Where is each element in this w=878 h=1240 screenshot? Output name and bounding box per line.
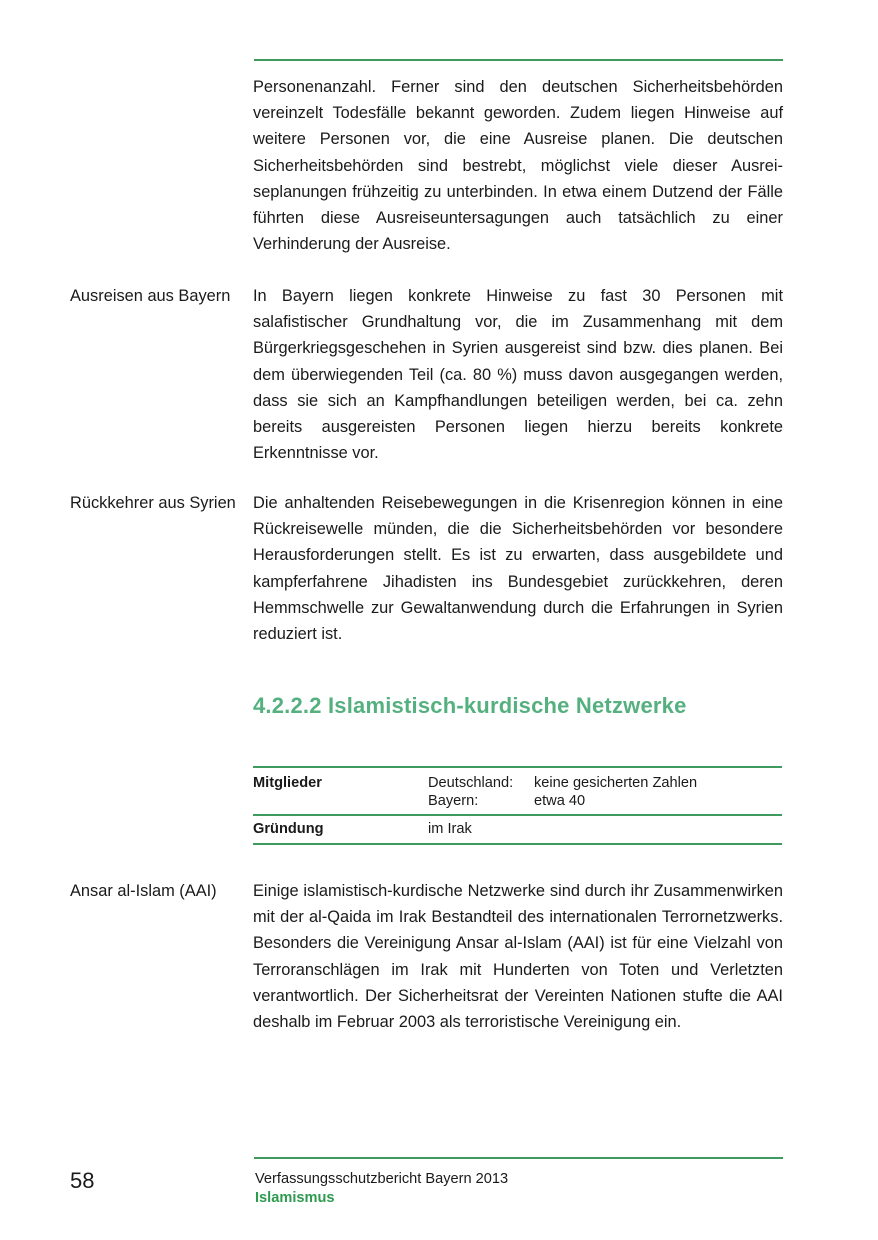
info-table <box>253 766 782 845</box>
members-germany-line <box>428 775 697 791</box>
members-germany-label: Deutschland: <box>428 775 514 791</box>
section-heading: 4.2.2.2 Islamistisch-kurdische Netzwerke <box>253 693 687 718</box>
members-label: Mitglieder <box>253 775 322 791</box>
members-germany-value: keine gesicherten Zahlen <box>534 775 698 791</box>
margin-note-rueckkehrer: Rückkehrer aus Syrien <box>70 494 236 512</box>
margin-note-ansar: Ansar al-Islam (AAI) <box>70 882 217 900</box>
paragraph-ansar: Einige islamistisch-kurdische Netzwerke sind durch ihr Zusammenwirken mit der al-Qaida im Irak Bestandteil des internationalen Terrornetzwerks. Besonders die Vereinigung Ansar al-Islam (AAI) ist für eine Vielzahl von Terroranschlägen im Irak mit Hunderten von Toten und Verletzten verantwortlich. Der Sicherheitsrat der Vereinten Nationen stufte die AAI deshalb im Februar 2003 als terroristische Vereinigung ein. <box>253 882 783 1032</box>
paragraph-ausreisen: In Bayern liegen konkrete Hinweise zu fast 30 Personen mit salafistischer Grundhaltung vor, die im Zusammenhang mit dem Bürgerkriegsgeschehen in Syrien ausgereist sind bzw. dies planen. Bei dem überwiegenden Teil (ca. 80 %) muss davon ausgegangen werden, dass sie sich an Kampfhandlungen beteiligen werden, bei ca. zehn bereits ausgereisten Personen liegen hierzu bereits konkrete Erkenntnisse vor. <box>253 287 783 463</box>
margin-note-ausreisen: Ausreisen aus Bayern <box>70 287 231 305</box>
table-row-members <box>253 766 782 814</box>
top-rule <box>254 59 783 61</box>
footer-section: Islamismus <box>255 1190 335 1206</box>
members-bavaria-line <box>428 793 585 809</box>
paragraph-intro: Personenanzahl. Ferner sind den deutschen Sicherheitsbehörden vereinzelt Todesfälle bekannt geworden. Zudem liegen Hinweise auf weitere Personen vor, die eine Ausreise planen. Die deutschen Sicherheitsbehörden sind bestrebt, möglichst viele dieser Ausreiseplanungen frühzeitig zu unterbinden. In etwa einem Dutzend der Fälle führten diese Ausreiseuntersagungen auch tatsächlich zu einer Verhinderung der Ausreise. <box>253 78 783 254</box>
table-row-founding <box>253 814 782 845</box>
footer-rule <box>254 1157 783 1159</box>
paragraph-rueckkehrer: Die anhaltenden Reisebewegungen in die Krisenregion können in eine Rückreisewelle münden, die die Sicherheitsbehörden vor besondere Herausforderungen stellt. Es ist zu erwarten, dass ausgebildete und kampferfahrene Jihadisten ins Bundesgebiet zurückkehren, deren Hemmschwelle zur Gewaltanwendung durch die Erfahrungen in Syrien reduziert ist. <box>253 494 783 644</box>
members-bavaria-label: Bayern: <box>428 793 479 809</box>
footer-title: Verfassungsschutzbericht Bayern 2013 <box>255 1171 509 1187</box>
founding-label: Gründung <box>253 821 324 837</box>
page-number: 58 <box>70 1168 95 1193</box>
founding-value: im Irak <box>428 821 472 837</box>
members-bavaria-value: etwa 40 <box>534 793 586 809</box>
